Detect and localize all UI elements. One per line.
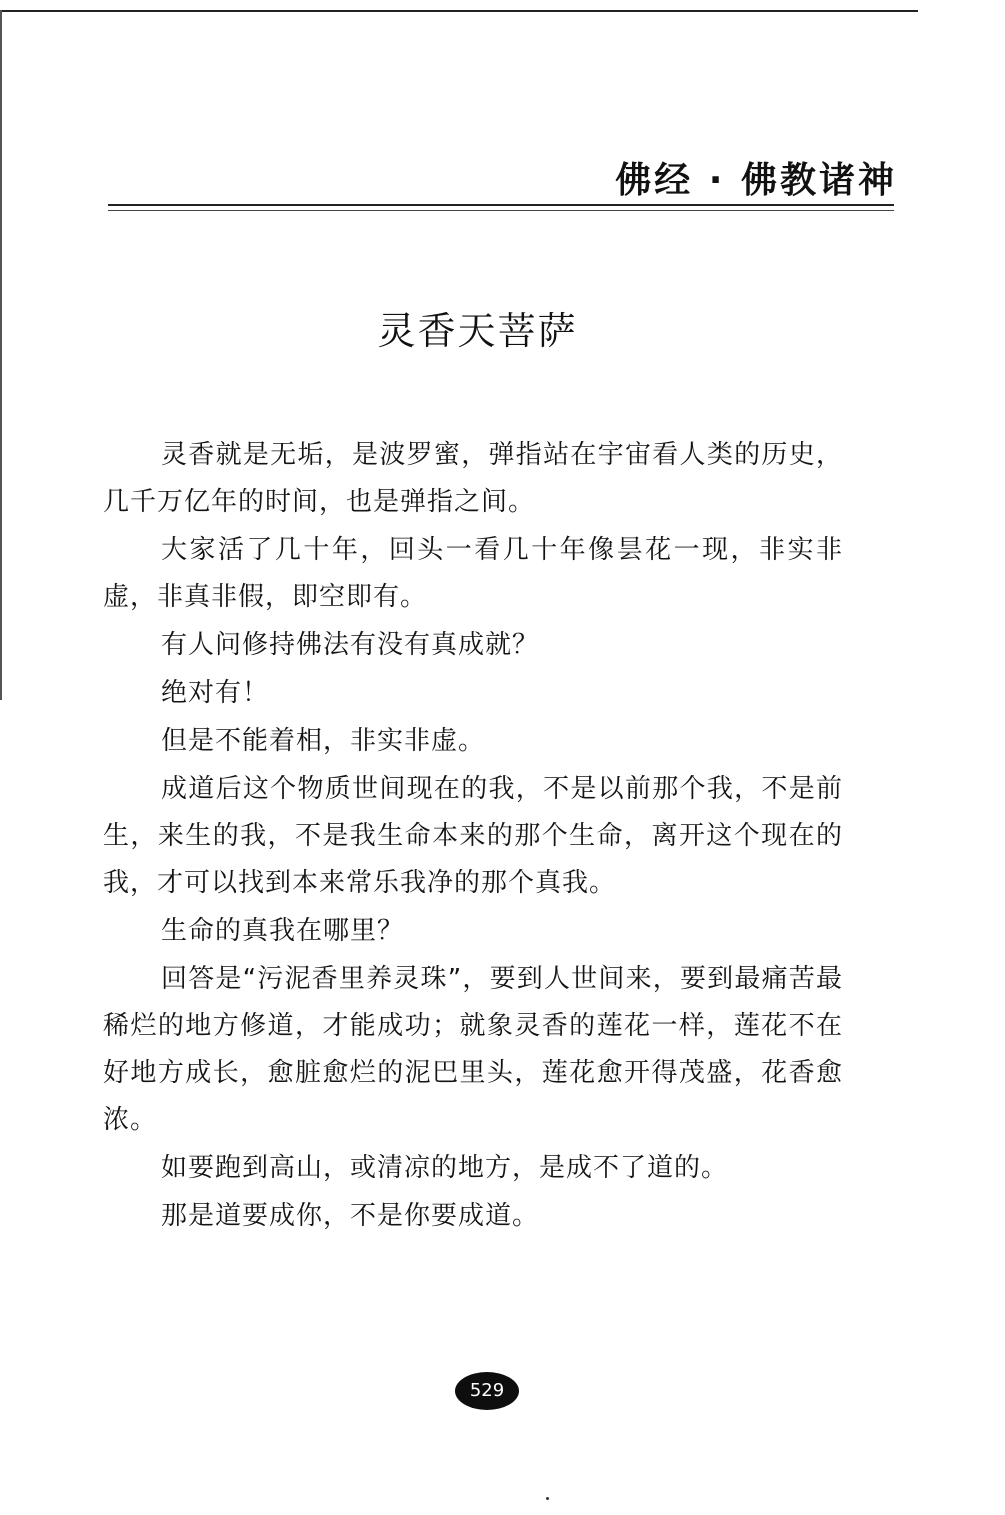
header-rule-secondary	[108, 210, 894, 211]
paragraph: 有人问修持佛法有没有真成就？	[161, 630, 540, 660]
paragraph: 但是不能着相，非实非虚。	[161, 726, 486, 756]
page-left-border	[0, 10, 2, 700]
paragraph: 回答是“污泥香里养灵珠”，要到人世间来，要到最痛苦最稀烂的地方修道，才能成功；就象灵香的莲花一样，莲花不在好地方成长，愈脏愈烂的泥巴里头，莲花愈开得茂盛，花香愈浓。	[103, 964, 843, 1135]
paragraph: 成道后这个物质世间现在的我，不是以前那个我，不是前生，来生的我，不是我生命本来的那个生命，离开这个现在的我，才可以找到本来常乐我净的那个真我。	[103, 774, 843, 898]
scan-speck	[546, 1497, 549, 1500]
paragraph: 如要跑到高山，或清凉的地方，是成不了道的。	[161, 1153, 729, 1183]
paragraph: 大家活了几十年，回头一看几十年像昙花一现，非实非虚，非真非假，即空即有。	[103, 535, 843, 612]
article-body	[103, 432, 843, 1241]
page-top-border	[0, 10, 918, 12]
paragraph: 绝对有！	[161, 678, 270, 708]
paragraph: 生命的真我在哪里？	[161, 916, 405, 946]
header-rule	[108, 204, 894, 206]
page-number-badge: 529	[455, 1372, 519, 1410]
paragraph: 那是道要成你，不是你要成道。	[161, 1201, 540, 1231]
paragraph: 灵香就是无垢，是波罗蜜，弹指站在宇宙看人类的历史，几千万亿年的时间，也是弹指之间。	[103, 440, 843, 517]
article-title: 灵香天菩萨	[377, 309, 578, 353]
running-header-title: 佛经 · 佛教诸神	[615, 160, 897, 201]
